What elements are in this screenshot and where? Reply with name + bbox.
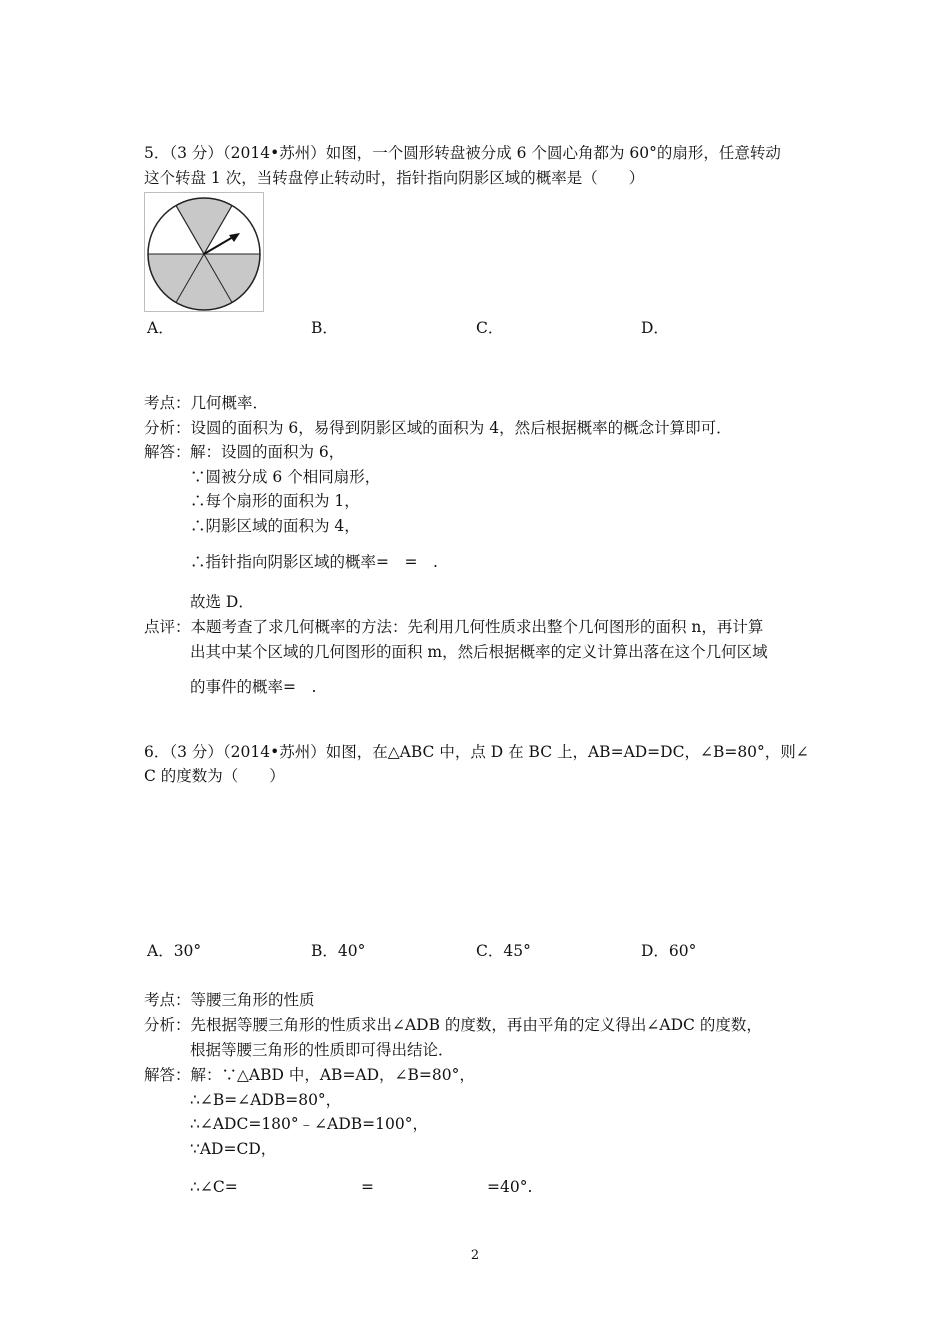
q6-jieda-line: ∵AD=CD，: [190, 1140, 277, 1158]
q5-dianping-line: 点评：本题考查了求几何概率的方法：先利用几何性质求出整个几何图形的面积 n，再计算: [144, 618, 764, 636]
q6-fenxi-line: 分析：先根据等腰三角形的性质求出∠ADB 的度数，再由平角的定义得出∠ADC 的度数，: [144, 1016, 762, 1034]
spinner-wheel-icon: [145, 193, 263, 311]
q6-jieda-line: 解答：解：∵△ABD 中，AB=AD，∠B=80°，: [144, 1066, 475, 1084]
q5-jieda-line: 故选 D．: [190, 593, 254, 611]
q6-kaodian: 考点：等腰三角形的性质: [144, 991, 315, 1009]
q5-jieda-line: ∴阴影区域的面积为 4，: [190, 517, 360, 535]
q5-dianping-line: 出其中某个区域的几何图形的面积 m，然后根据概率的定义计算出落在这个几何区域: [190, 643, 768, 661]
q6-option-c: C．45°: [476, 942, 531, 960]
q6-final-part: ∴∠C=: [190, 1178, 238, 1196]
spinner-figure: [144, 192, 264, 312]
q6-stem-line2: C 的度数为（ ）: [144, 767, 285, 785]
q6-fenxi-line: 根据等腰三角形的性质即可得出结论．: [190, 1041, 454, 1059]
q6-jieda-line: ∴∠B=∠ADB=80°，: [190, 1091, 342, 1109]
q5-stem-line2: 这个转盘 1 次，当转盘停止转动时，指针指向阴影区域的概率是（ ）: [144, 169, 645, 187]
page-number: 2: [470, 1248, 480, 1263]
q5-jieda-line: 解：设圆的面积为 6，: [190, 443, 345, 461]
q5-stem-line1: 5．（3 分）（2014•苏州）如图，一个圆形转盘被分成 6 个圆心角都为 60°的扇形，任意转动: [144, 144, 781, 162]
q5-jieda-line: ∴指针指向阴影区域的概率= = .: [190, 553, 438, 571]
q5-dianping-line: 的事件的概率= .: [190, 678, 317, 696]
q5-option-c: C．: [476, 319, 504, 337]
q6-option-b: B．40°: [311, 942, 366, 960]
q5-jieda-label: 解答：: [144, 443, 191, 461]
q6-final-part: =40°.: [487, 1178, 533, 1196]
q5-option-a: A．: [147, 319, 174, 337]
q5-option-b: B．: [311, 319, 338, 337]
q6-final-part: =: [361, 1178, 374, 1196]
q5-jieda-line: ∴每个扇形的面积为 1，: [190, 492, 360, 510]
q5-kaodian: 考点：几何概率．: [144, 394, 269, 412]
q5-jieda-line: ∵圆被分成 6 个相同扇形，: [190, 468, 381, 486]
q6-jieda-line: ∴∠ADC=180°﹣∠ADB=100°，: [190, 1115, 428, 1133]
q6-option-d: D．60°: [641, 942, 697, 960]
q6-stem-line1: 6．（3 分）（2014•苏州）如图，在△ABC 中，点 D 在 BC 上，AB=AD=DC，∠B=80°，则∠: [144, 743, 809, 761]
q6-option-a: A．30°: [147, 942, 202, 960]
q5-fenxi: 分析：设圆的面积为 6，易得到阴影区域的面积为 4，然后根据概率的概念计算即可．: [144, 419, 732, 437]
q5-option-d: D．: [641, 319, 669, 337]
